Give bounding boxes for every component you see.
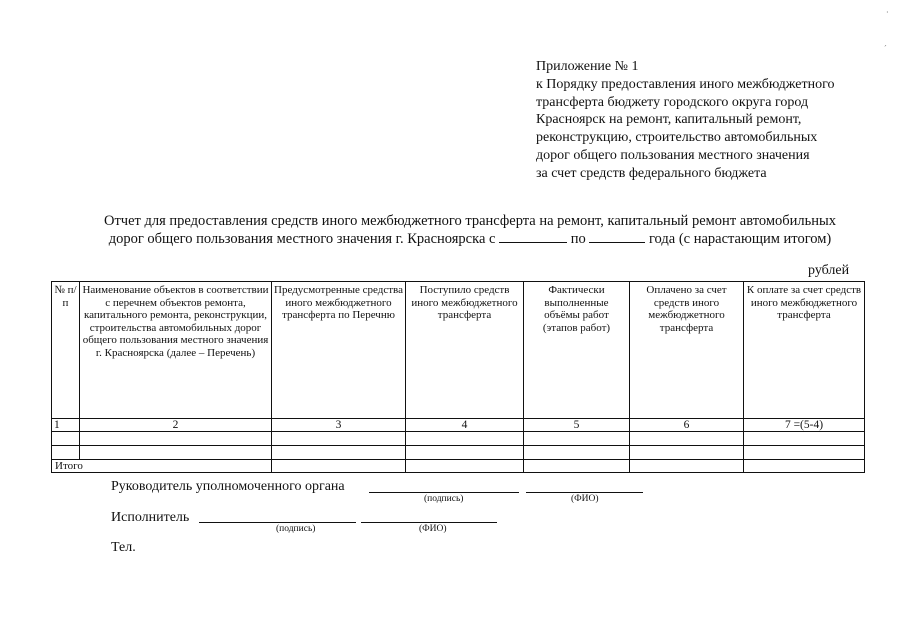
table-cell[interactable] — [272, 432, 406, 446]
executor-signature-line[interactable] — [199, 522, 356, 523]
appendix-line: за счет средств федерального бюджета — [536, 165, 767, 181]
column-number: 3 — [272, 419, 406, 432]
table-row — [52, 446, 865, 460]
report-title — [60, 212, 880, 248]
table-cell[interactable] — [52, 446, 80, 460]
executor-label: Исполнитель — [111, 510, 190, 525]
phone-label: Тел. — [111, 540, 136, 555]
table-cell[interactable] — [524, 446, 630, 460]
head-name-line[interactable] — [526, 492, 643, 493]
table-cell[interactable] — [630, 432, 744, 446]
table-cell[interactable] — [80, 432, 272, 446]
header-cell-completed-works: Фактически выполненные объёмы работ (этапов работ) — [524, 282, 630, 419]
appendix-line: Красноярск на ремонт, капитальный ремонт, — [536, 112, 802, 128]
appendix-line: трансферта бюджету городского округа город — [536, 94, 809, 110]
column-number-row — [52, 419, 865, 432]
total-cell[interactable] — [524, 460, 630, 473]
currency-unit: рублей — [808, 263, 850, 278]
executor-name-caption: (ФИО) — [419, 524, 447, 534]
appendix-line: Приложение № 1 — [536, 59, 639, 74]
executor-name-line[interactable] — [361, 522, 497, 523]
total-row — [52, 460, 865, 473]
head-name-caption: (ФИО) — [571, 494, 599, 504]
scan-speck: ˊ — [884, 44, 887, 53]
column-number: 1 — [52, 419, 80, 432]
table-cell[interactable] — [524, 432, 630, 446]
appendix-line: реконструкцию, строительство автомобильных — [536, 130, 818, 146]
head-signature-caption: (подпись) — [424, 494, 464, 504]
column-number: 5 — [524, 419, 630, 432]
report-title-line2 — [60, 230, 880, 248]
appendix-line: к Порядку предоставления иного межбюджетного — [536, 76, 835, 92]
total-cell[interactable] — [744, 460, 865, 473]
table-cell[interactable] — [406, 432, 524, 446]
total-cell[interactable] — [630, 460, 744, 473]
header-cell-paid: Оплачено за счет средств иного межбюджетного трансферта — [630, 282, 744, 419]
column-number: 4 — [406, 419, 524, 432]
header-cell-to-pay: К оплате за счет средств иного межбюджетного трансферта — [744, 282, 865, 419]
report-title-part: года (с нарастающим итогом) — [648, 231, 832, 247]
head-signature-line[interactable] — [369, 492, 519, 493]
total-label: Итого — [52, 460, 272, 473]
report-title-line1: Отчет для предоставления средств иного межбюджетного трансферта на ремонт, капитальный ремонт автомобильных — [104, 213, 836, 229]
header-row — [52, 282, 865, 419]
table-cell[interactable] — [272, 446, 406, 460]
table-row — [52, 432, 865, 446]
appendix-header — [536, 58, 896, 183]
appendix-line: дорог общего пользования местного значения — [536, 147, 810, 163]
table-cell[interactable] — [52, 432, 80, 446]
date-from-blank[interactable] — [499, 230, 567, 243]
scan-speck: · — [886, 8, 889, 17]
head-label: Руководитель уполномоченного органа — [111, 479, 345, 494]
total-cell[interactable] — [272, 460, 406, 473]
report-title-part: по — [570, 231, 586, 247]
table-cell[interactable] — [406, 446, 524, 460]
header-cell-planned-funds: Предусмотренные средства иного межбюджетного трансферта по Перечню — [272, 282, 406, 419]
date-to-blank[interactable] — [589, 230, 645, 243]
table-cell[interactable] — [630, 446, 744, 460]
column-number: 6 — [630, 419, 744, 432]
report-table — [51, 281, 865, 473]
column-number: 2 — [80, 419, 272, 432]
column-number: 7 =(5-4) — [744, 419, 865, 432]
table-cell[interactable] — [80, 446, 272, 460]
table-cell[interactable] — [744, 432, 865, 446]
table-cell[interactable] — [744, 446, 865, 460]
report-title-part: дорог общего пользования местного значения г. Красноярска с — [108, 231, 496, 247]
header-cell-received-funds: Поступило средств иного межбюджетного трансферта — [406, 282, 524, 419]
header-cell-number: № п/п — [52, 282, 80, 419]
header-cell-object-name: Наименование объектов в соответствии с перечнем объектов ремонта, капитального ремонта, реконструкции, строительства автомобильных дорог общего пользования местного значения г. Красноярска (далее – Перечень) — [80, 282, 272, 419]
total-cell[interactable] — [406, 460, 524, 473]
executor-signature-caption: (подпись) — [276, 524, 316, 534]
